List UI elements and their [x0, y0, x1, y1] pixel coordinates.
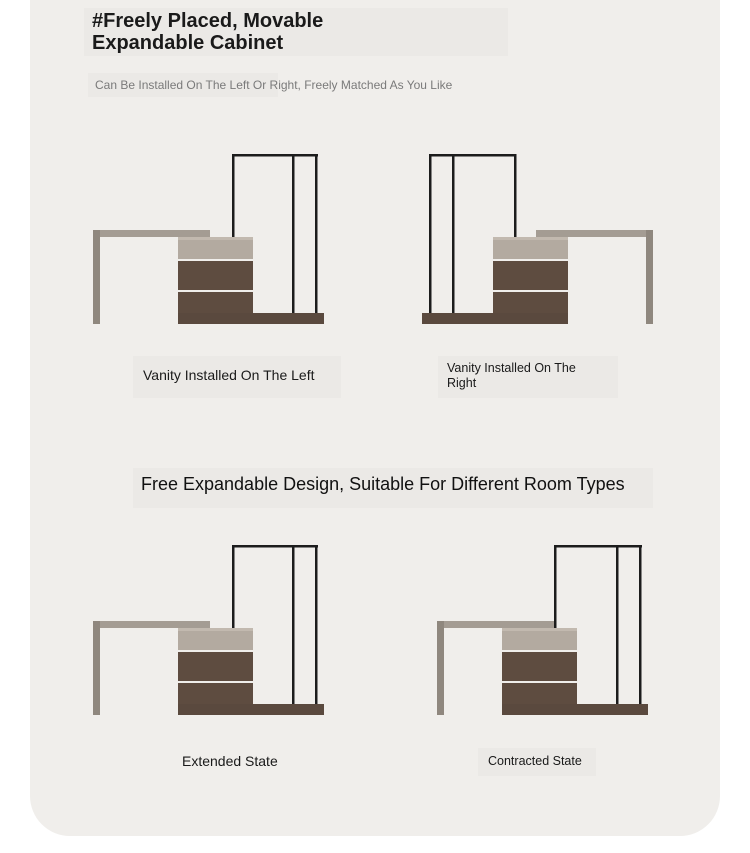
expand-heading: Free Expandable Design, Suitable For Different Room Types: [141, 474, 625, 494]
extended-state-label: Extended State: [182, 753, 278, 769]
contracted-state-label: Contracted State: [488, 754, 582, 768]
page-subtitle: Can Be Installed On The Left Or Right, Freely Matched As You Like: [95, 78, 453, 92]
vanity-right-illustration: [418, 150, 658, 330]
vanity-left-label: Vanity Installed On The Left: [143, 367, 315, 383]
vanity-right-label: Vanity Installed On The Right: [447, 361, 576, 390]
vanity-left-illustration: [90, 150, 330, 330]
page-title: #Freely Placed, Movable Expandable Cabinet: [92, 10, 324, 54]
extended-state-illustration: [90, 541, 330, 721]
contracted-state-illustration: [434, 541, 654, 721]
